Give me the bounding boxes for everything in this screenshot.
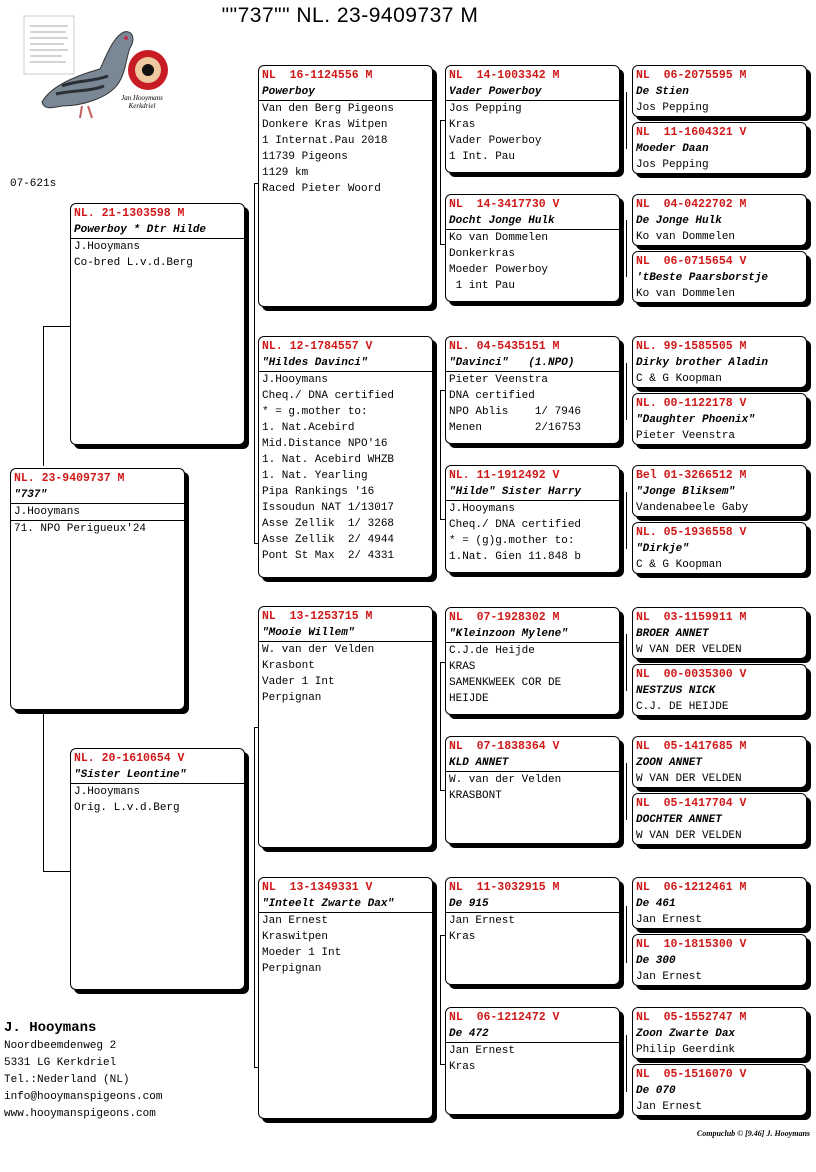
detail-line: Pieter Veenstra — [636, 430, 736, 442]
pigeon-name: "Davinci" (1.NPO) — [446, 355, 619, 372]
detail-line: Asse Zellik 1/ 3268 — [262, 518, 395, 530]
pigeon-name: De 070 — [636, 1085, 676, 1097]
ring-number: NL. 05-1936558 V — [636, 526, 747, 539]
detail-line: Vandenabeele Gaby — [636, 502, 749, 514]
detail-line: Vader Powerboy — [449, 135, 542, 147]
pedigree-card-subject — [10, 468, 185, 710]
pedigree-card-sds — [445, 336, 620, 444]
ring-number: NL 06-1212461 M — [636, 881, 747, 894]
detail-line: Issoudun NAT 1/13017 — [262, 502, 395, 514]
pigeon-name: "Jonge Bliksem" — [636, 486, 736, 498]
pigeon-name: "Mooie Willem" — [259, 625, 432, 642]
ring-number: NL. 20-1610654 V — [74, 752, 185, 765]
ring-number: NL 14-1003342 M — [449, 69, 560, 82]
breeder-info — [4, 1018, 162, 1123]
detail-line: Moeder 1 Int — [262, 947, 342, 959]
pigeon-logo — [22, 14, 172, 126]
detail-line: J.Hooymans — [449, 503, 516, 515]
ring-number: NL 00-0035300 V — [636, 668, 747, 681]
ring-number: NL 11-1604321 V — [636, 126, 747, 139]
detail-line: C.J.de Heijde — [449, 645, 535, 657]
detail-line: W. van der Velden — [262, 644, 375, 656]
pedigree-code: 07-621s — [10, 178, 57, 190]
detail-line: Ko van Dommelen — [449, 232, 549, 244]
pedigree-card-sire-dam — [258, 336, 433, 578]
detail-line: Jan Ernest — [636, 971, 703, 983]
detail-line: J.Hooymans — [74, 241, 141, 253]
pigeon-name: DOCHTER ANNET — [636, 814, 722, 826]
detail-line: Pipa Rankings '16 — [262, 486, 375, 498]
pigeon-name: Dirky brother Aladin — [636, 357, 769, 369]
detail-line: Perpignan — [262, 963, 322, 975]
detail-line: C & G Koopman — [636, 559, 722, 571]
pedigree-card-gg5 — [632, 336, 807, 388]
pigeon-name: "Hilde" Sister Harry — [446, 484, 619, 501]
pigeon-name: De 300 — [636, 955, 676, 967]
pedigree-card-gg3 — [632, 194, 807, 246]
detail-line: Menen 2/16753 — [449, 422, 582, 434]
software-credit: Compuclub © [9.46] J. Hooymans — [696, 1129, 810, 1138]
ring-number: NL 05-1417685 M — [636, 740, 747, 753]
detail-line: Jan Ernest — [636, 1101, 703, 1113]
pigeon-name: "Dirkje" — [636, 543, 689, 555]
ring-number: NL 13-1349331 V — [262, 881, 373, 894]
detail-line: Kras — [449, 931, 476, 943]
pigeon-name: Powerboy — [259, 84, 432, 101]
detail-line: Jos Pepping — [636, 159, 709, 171]
pigeon-name: Zoon Zwarte Dax — [636, 1028, 736, 1040]
detail-line: W. van der Velden — [449, 774, 562, 786]
detail-line: Van den Berg Pigeons — [262, 103, 395, 115]
ring-number: NL 11-3032915 M — [449, 881, 560, 894]
detail-line: 1 Int. Pau — [449, 151, 516, 163]
pedigree-card-sire-sire — [258, 65, 433, 307]
detail-line: Kras — [449, 119, 476, 131]
pedigree-title: ""737"" NL. 23-9409737 M — [221, 4, 479, 27]
ring-number: NL 16-1124556 M — [262, 69, 373, 82]
pedigree-card-sire — [70, 203, 245, 445]
detail-line: J.Hooymans — [74, 786, 141, 798]
pigeon-name: Docht Jonge Hulk — [446, 213, 619, 230]
detail-line: Jan Ernest — [262, 915, 329, 927]
breeder-city: 5331 LG Kerkdriel — [4, 1057, 117, 1069]
ring-number: NL. 21-1303598 M — [74, 207, 185, 220]
ring-number: NL 07-1928302 M — [449, 611, 560, 624]
detail-line: Donkere Kras Witpen — [262, 119, 388, 131]
ring-number: NL. 23-9409737 M — [14, 472, 125, 485]
detail-line: KRASBONT — [449, 790, 502, 802]
detail-line: J.Hooymans — [14, 506, 81, 518]
pigeon-name: "Inteelt Zwarte Dax" — [259, 896, 432, 913]
detail-line: KRAS — [449, 661, 476, 673]
detail-line: 1. Nat. Acebird WHZB — [262, 454, 395, 466]
svg-text:Kerkdriel: Kerkdriel — [128, 102, 156, 110]
pigeon-name: "737" — [11, 487, 184, 504]
detail-line: DNA certified — [449, 390, 535, 402]
pigeon-name: De Jonge Hulk — [636, 215, 722, 227]
pigeon-name: KLD ANNET — [446, 755, 619, 772]
pigeon-name: Vader Powerboy — [446, 84, 619, 101]
ring-number: NL 13-1253715 M — [262, 610, 373, 623]
detail-line: Moeder Powerboy — [449, 264, 549, 276]
detail-line: J.Hooymans — [262, 374, 329, 386]
ring-number: NL. 04-5435151 M — [449, 340, 560, 353]
pigeon-name: "Daughter Phoenix" — [636, 414, 755, 426]
detail-line: Jan Ernest — [449, 915, 516, 927]
pedigree-card-gg13 — [632, 877, 807, 929]
pedigree-card-dsd — [445, 736, 620, 844]
detail-line: Vader 1 Int — [262, 676, 335, 688]
detail-line: Cheq./ DNA certified — [449, 519, 582, 531]
pigeon-name: Moeder Daan — [636, 143, 709, 155]
detail-line: 1 int Pau — [449, 280, 516, 292]
detail-line: Ko van Dommelen — [636, 231, 736, 243]
detail-line: 1129 km — [262, 167, 309, 179]
detail-line: Cheq./ DNA certified — [262, 390, 395, 402]
pigeon-name: ZOON ANNET — [636, 757, 703, 769]
detail-line: Pieter Veenstra — [449, 374, 549, 386]
breeder-name: J. Hooymans — [4, 1020, 97, 1036]
pedigree-card-sss — [445, 65, 620, 173]
detail-line: Asse Zellik 2/ 4944 — [262, 534, 395, 546]
breeder-tel: Tel.:Nederland (NL) — [4, 1074, 130, 1086]
pigeon-name: De Stien — [636, 86, 689, 98]
detail-line: C & G Koopman — [636, 373, 722, 385]
pedigree-card-gg12 — [632, 793, 807, 845]
pedigree-card-gg10 — [632, 664, 807, 716]
detail-line: 11739 Pigeons — [262, 151, 348, 163]
pigeon-name: "Hildes Davinci" — [259, 355, 432, 372]
ring-number: NL. 00-1122178 V — [636, 397, 747, 410]
detail-line: Raced Pieter Woord — [262, 183, 381, 195]
detail-line: W VAN DER VELDEN — [636, 830, 742, 842]
detail-line: Perpignan — [262, 692, 322, 704]
ring-number: NL. 11-1912492 V — [449, 469, 560, 482]
detail-line: Orig. L.v.d.Berg — [74, 802, 180, 814]
pigeon-name: De 472 — [446, 1026, 619, 1043]
pedigree-card-dam — [70, 748, 245, 990]
detail-line: Co-bred L.v.d.Berg — [74, 257, 193, 269]
svg-text:Jan Hooymans: Jan Hooymans — [121, 94, 163, 102]
pigeon-name: 'tBeste Paarsborstje — [636, 272, 769, 284]
ring-number: NL 06-0715654 V — [636, 255, 747, 268]
pedigree-card-dds — [445, 877, 620, 985]
ring-number: NL 14-3417730 V — [449, 198, 560, 211]
pedigree-card-dam-sire — [258, 606, 433, 848]
ring-number: NL 06-1212472 V — [449, 1011, 560, 1024]
detail-line: Donkerkras — [449, 248, 516, 260]
ring-number: NL 06-2075595 M — [636, 69, 747, 82]
ring-number: NL. 12-1784557 V — [262, 340, 373, 353]
ring-number: Bel 01-3266512 M — [636, 469, 747, 482]
pedigree-card-gg11 — [632, 736, 807, 788]
breeder-address: Noordbeemdenweg 2 — [4, 1040, 117, 1052]
detail-line: Krasbont — [262, 660, 315, 672]
pedigree-card-gg14 — [632, 934, 807, 986]
ring-number: NL 05-1552747 M — [636, 1011, 747, 1024]
detail-line: Jos Pepping — [449, 103, 522, 115]
pedigree-card-gg4 — [632, 251, 807, 303]
pedigree-card-gg9 — [632, 607, 807, 659]
pedigree-card-gg1 — [632, 65, 807, 117]
pigeon-name: De 461 — [636, 898, 676, 910]
detail-line: Jan Ernest — [636, 914, 703, 926]
detail-line: C.J. DE HEIJDE — [636, 701, 729, 713]
detail-line: 1. Nat.Acebird — [262, 422, 355, 434]
pedigree-card-gg8 — [632, 522, 807, 574]
ring-number: NL 05-1417704 V — [636, 797, 747, 810]
detail-line: Jan Ernest — [449, 1045, 516, 1057]
pedigree-card-gg16 — [632, 1064, 807, 1116]
pedigree-card-ssd — [445, 194, 620, 302]
detail-line: Mid.Distance NPO'16 — [262, 438, 388, 450]
pedigree-card-dam-dam — [258, 877, 433, 1119]
detail-line: SAMENKWEEK COR DE — [449, 677, 562, 689]
breeder-website[interactable]: www.hooymanspigeons.com — [4, 1108, 156, 1120]
detail-line: 71. NPO Perigueux'24 — [14, 523, 147, 535]
detail-line: W VAN DER VELDEN — [636, 773, 742, 785]
pedigree-card-gg7 — [632, 465, 807, 517]
detail-line: Kras — [449, 1061, 476, 1073]
detail-line: * = (g)g.mother to: — [449, 535, 575, 547]
detail-line: Jos Pepping — [636, 102, 709, 114]
detail-line: * = g.mother to: — [262, 406, 368, 418]
detail-line: NPO Ablis 1/ 7946 — [449, 406, 582, 418]
pedigree-card-gg2 — [632, 122, 807, 174]
pedigree-card-sdd — [445, 465, 620, 573]
ring-number: NL 05-1516070 V — [636, 1068, 747, 1081]
detail-line: 1 Internat.Pau 2018 — [262, 135, 388, 147]
pigeon-name: "Kleinzoon Mylene" — [446, 626, 619, 643]
detail-line: Philip Geerdink — [636, 1044, 736, 1056]
detail-line: Pont St Max 2/ 4331 — [262, 550, 395, 562]
pigeon-name: "Sister Leontine" — [71, 767, 244, 784]
pigeon-name: De 915 — [446, 896, 619, 913]
pedigree-card-dss — [445, 607, 620, 715]
pedigree-card-ddd — [445, 1007, 620, 1115]
ring-number: NL 07-1838364 V — [449, 740, 560, 753]
pedigree-card-gg6 — [632, 393, 807, 445]
ring-number: NL 04-0422702 M — [636, 198, 747, 211]
pigeon-name: NESTZUS NICK — [636, 685, 716, 697]
breeder-email[interactable]: info@hooymanspigeons.com — [4, 1091, 163, 1103]
pedigree-card-gg15 — [632, 1007, 807, 1059]
detail-line: Kraswitpen — [262, 931, 329, 943]
ring-number: NL 03-1159911 M — [636, 611, 747, 624]
detail-line: HEIJDE — [449, 693, 489, 705]
pigeon-name: BROER ANNET — [636, 628, 709, 640]
ring-number: NL. 99-1585505 M — [636, 340, 747, 353]
detail-line: 1. Nat. Yearling — [262, 470, 368, 482]
ring-number: NL 10-1815300 V — [636, 938, 747, 951]
detail-line: Ko van Dommelen — [636, 288, 736, 300]
detail-line: 1.Nat. Gien 11.848 b — [449, 551, 582, 563]
pigeon-name: Powerboy * Dtr Hilde — [71, 222, 244, 239]
detail-line: W VAN DER VELDEN — [636, 644, 742, 656]
